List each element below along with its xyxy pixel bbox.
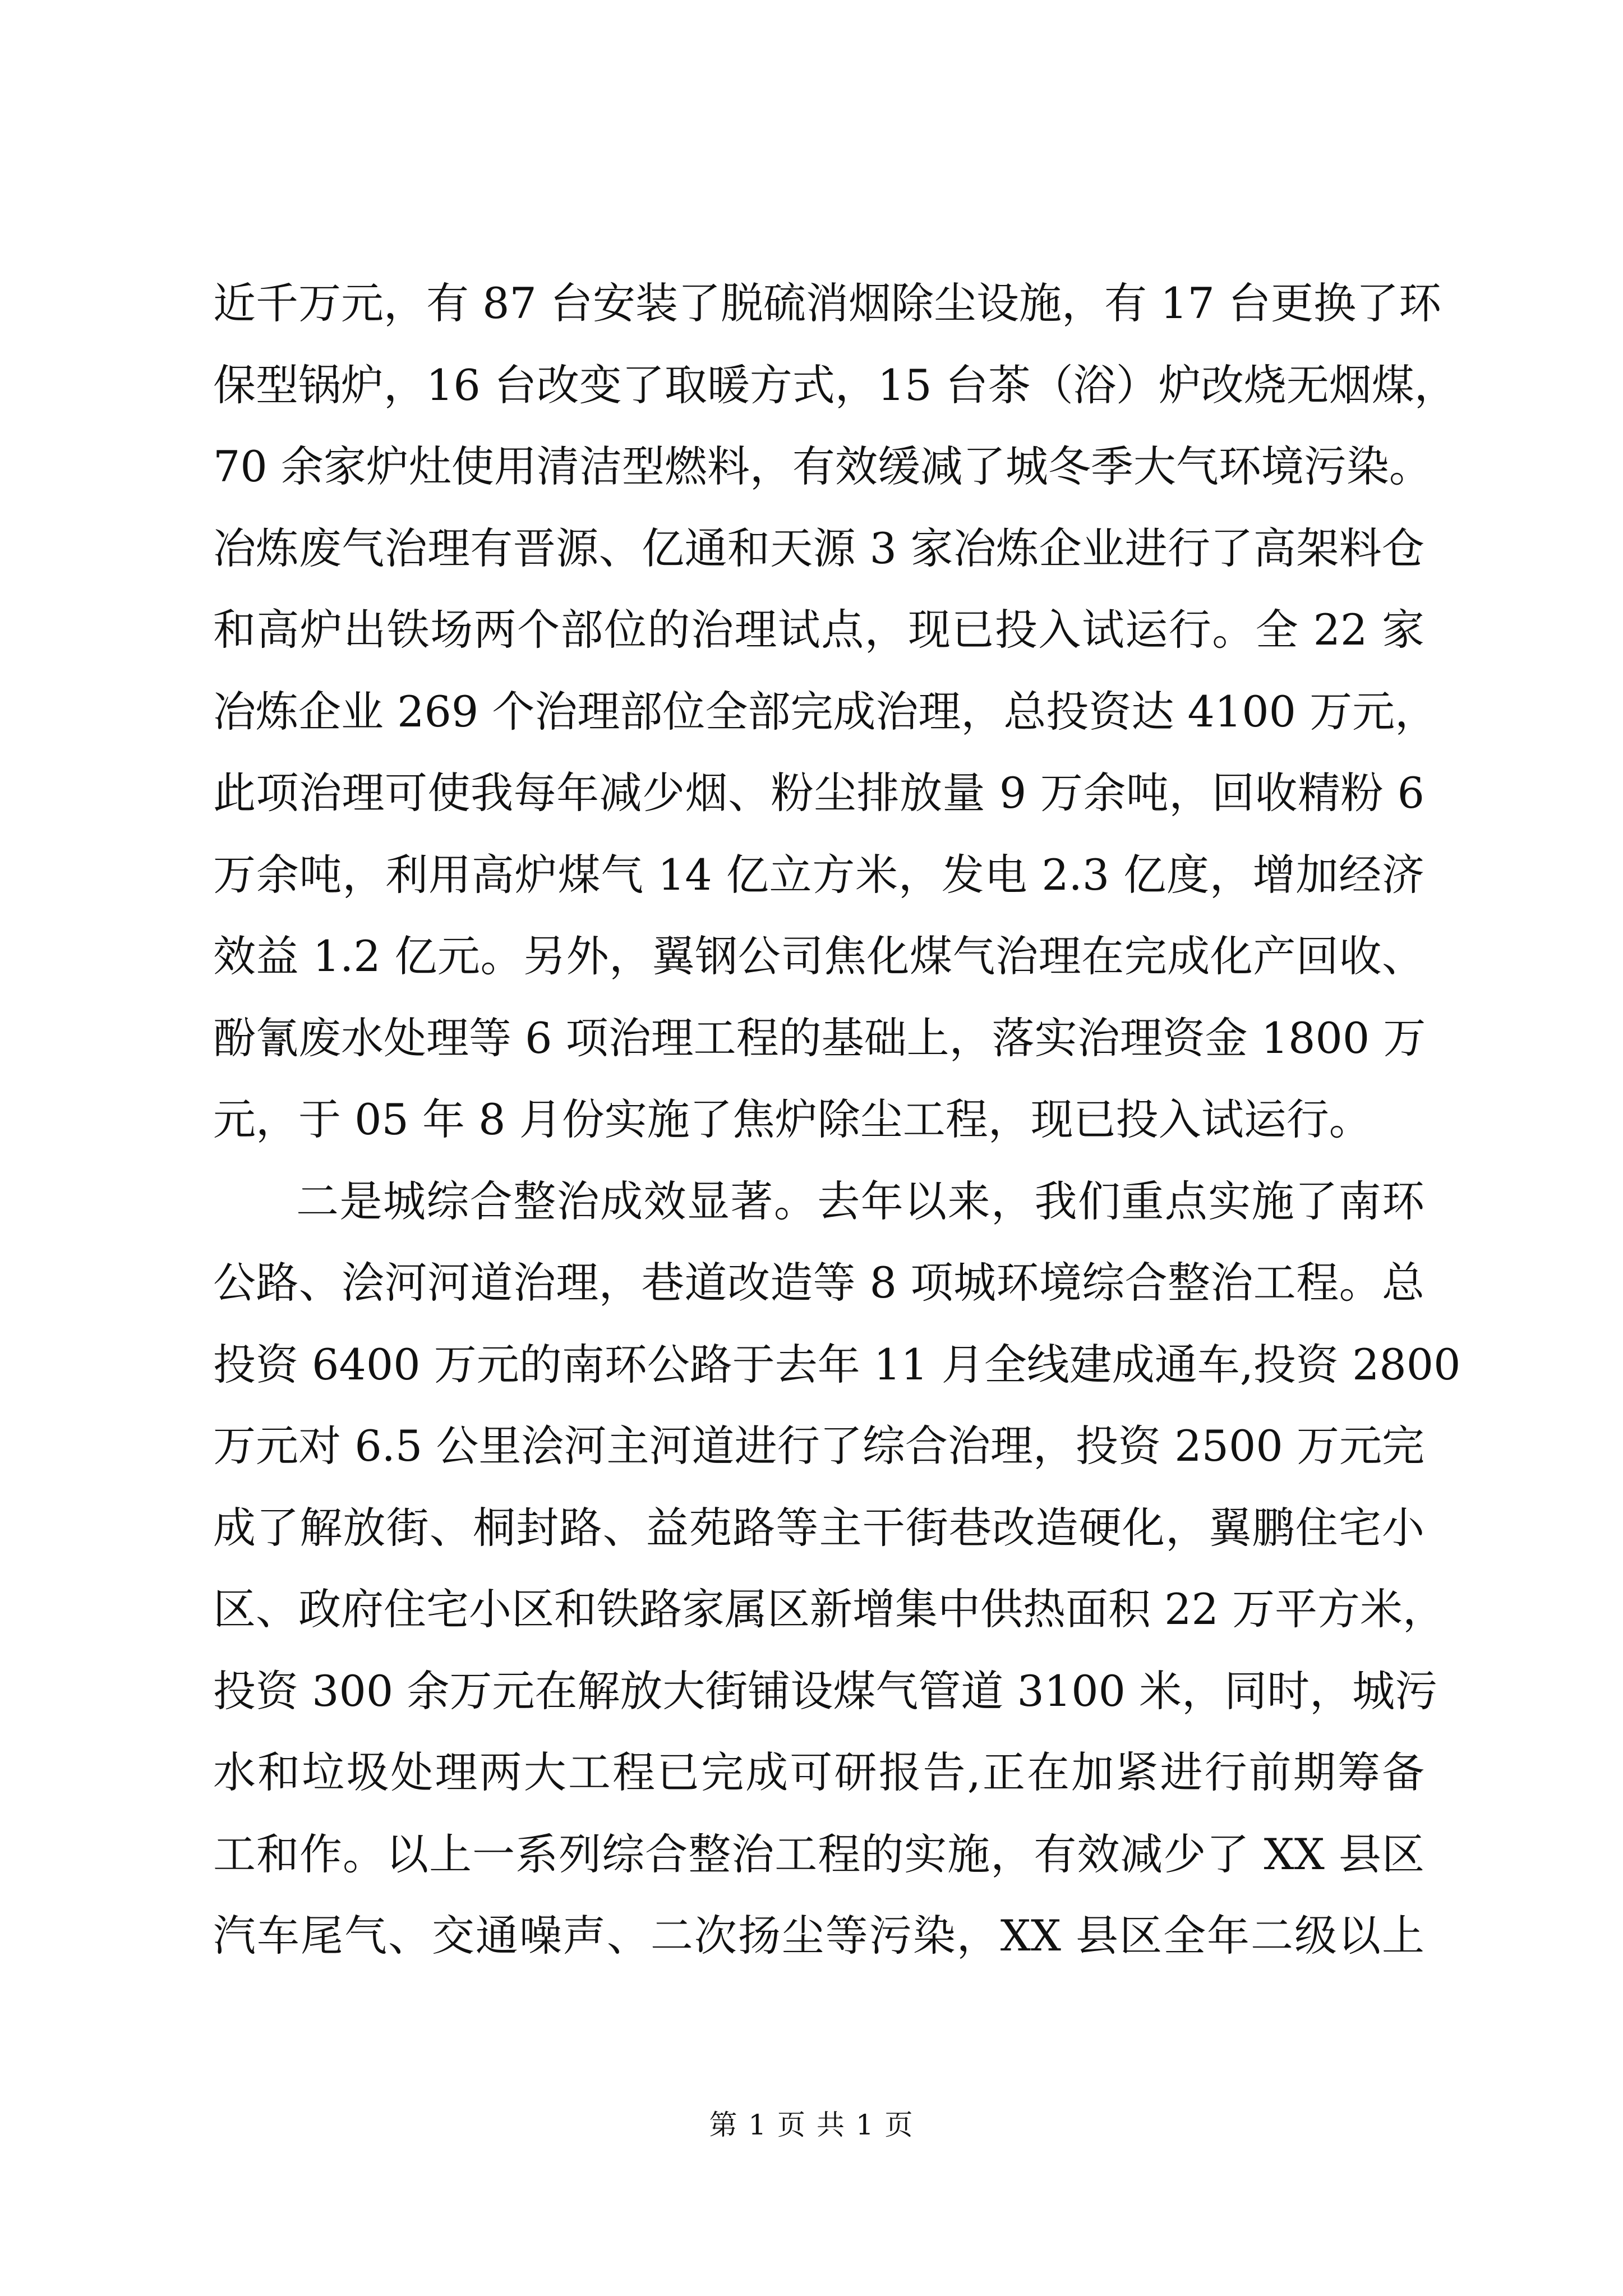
document-body	[213, 263, 1461, 1977]
text-line: 工和作。以上一系列综合整治工程的实施，有效减少了 XX 县区	[213, 1829, 1424, 1879]
text-line: 此项治理可使我每年减少烟、粉尘排放量 9 万余吨，回收精粉 6	[213, 768, 1424, 818]
text-line: 区、政府住宅小区和铁路家属区新增集中供热面积 22 万平方米，	[213, 1584, 1446, 1634]
paragraph-start-line: 二是城综合整治成效显著。去年以来，我们重点实施了南环	[296, 1176, 1424, 1226]
text-line: 70 余家炉灶使用清洁型燃料，有效缓减了城冬季大气环境污染。	[213, 441, 1432, 491]
text-line: 公路、浍河河道治理，巷道改造等 8 项城环境综合整治工程。总	[213, 1258, 1424, 1308]
text-line: 酚氰废水处理等 6 项治理工程的基础上，落实治理资金 1800 万	[213, 1013, 1426, 1063]
text-line: 水和垃圾处理两大工程已完成可研报告,正在加紧进行前期筹备	[213, 1747, 1424, 1797]
text-line: 近千万元，有 87 台安装了脱硫消烟除尘设施，有 17 台更换了环	[213, 278, 1442, 328]
text-line: 万元对 6.5 公里浍河主河道进行了综合治理，投资 2500 万元完	[213, 1421, 1424, 1471]
text-line: 保型锅炉，16 台改变了取暖方式，15 台茶（浴）炉改烧无烟煤，	[213, 360, 1457, 410]
text-line: 效益 1.2 亿元。另外，翼钢公司焦化煤气治理在完成化产回收、	[213, 931, 1424, 981]
text-line: 冶炼企业 269 个治理部位全部完成治理，总投资达 4100 万元，	[213, 686, 1438, 737]
text-line: 投资 300 余万元在解放大街铺设煤气管道 3100 米，同时，城污	[213, 1665, 1438, 1716]
text-line: 冶炼废气治理有晋源、亿通和天源 3 家冶炼企业进行了高架料仓	[213, 523, 1424, 573]
text-line: 成了解放街、桐封路、益苑路等主干街巷改造硬化，翼鹏住宅小	[213, 1502, 1424, 1553]
text-line: 和高炉出铁场两个部位的治理试点，现已投入试运行。全 22 家	[213, 605, 1424, 655]
text-line: 投资 6400 万元的南环公路于去年 11 月全线建成通车,投资 2800	[213, 1339, 1461, 1389]
paragraph-end-line: 元，于 05 年 8 月份实施了焦炉除尘工程，现已投入试运行。	[213, 1094, 1372, 1144]
text-line: 万余吨，利用高炉煤气 14 亿立方米，发电 2.3 亿度，增加经济	[213, 849, 1424, 900]
text-line: 汽车尾气、交通噪声、二次扬尘等污染，XX 县区全年二级以上	[213, 1911, 1424, 1961]
page-number-footer: 第 1 页 共 1 页	[709, 2109, 914, 2141]
